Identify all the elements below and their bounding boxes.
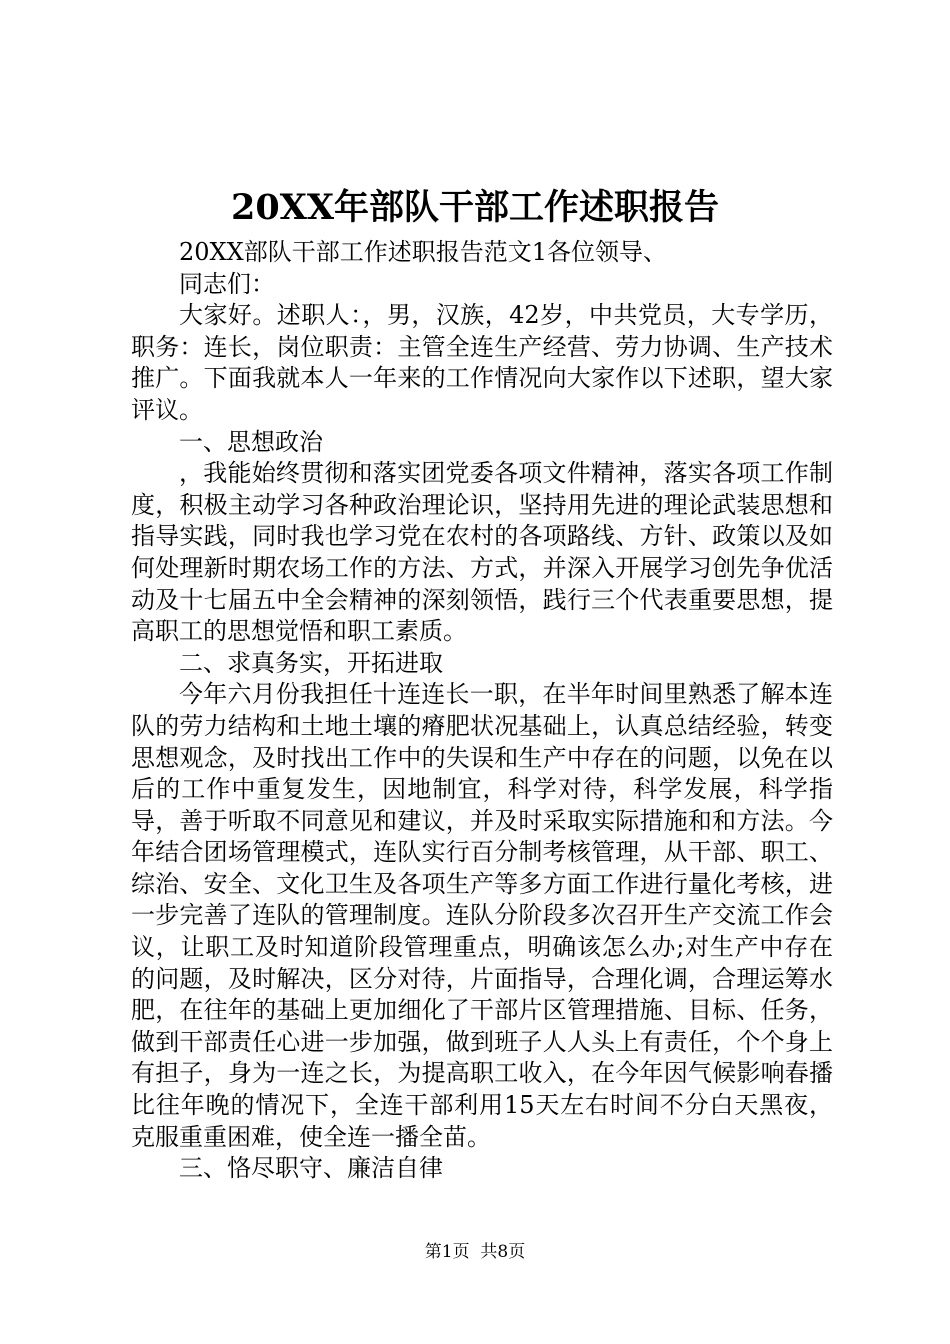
paragraph-opening: 20XX部队干部工作述职报告范文1各位领导、: [179, 238, 667, 266]
paragraph-section-1: ，我能始终贯彻和落实团党委各项文件精神，落实各项工作制度，积极主动学习各种政治理论识，坚持用先进的理论武装思想和指导实践，同时我也学习党在农村的各项路线、方针、政策以及如何处理新时期农场工作的方法、方式，并深入开展学习创先争优活动及十七届五中全会精神的深刻领悟，践行三个代表重要思想，提高职工的思想觉悟和职工素质。: [131, 459, 833, 646]
document-title: 20XX年部队干部工作述职报告: [230, 187, 720, 228]
paragraph-section-2: 今年六月份我担任十连连长一职，在半年时间里熟悉了解本连队的劳力结构和土地土壤的瘠肥状况基础上，认真总结经验，转变思想观念，及时找出工作中的失误和生产中存在的问题，以免在以后的工作中重复发生，因地制宜，科学对待，科学发展，科学指导，善于听取不同意见和建议，并及时采取实际措施和和方法。今年结合团场管理模式，连队实行百分制考核管理，从干部、职工、综治、安全、文化卫生及各项生产等多方面工作进行量化考核，进一步完善了连队的管理制度。连队分阶段多次召开生产交流工作会议，让职工及时知道阶段管理重点，明确该怎么办;对生产中存在的问题，及时解决，区分对待，片面指导，合理化调，合理运筹水肥，在往年的基础上更加细化了干部片区管理措施、目标、任务，做到干部责任心进一步加强，做到班子人人头上有责任，个个身上有担子，身为一连之长，为提高职工收入，在今年因气候影响春播比往年晚的情况下，全连干部利用15天左右时间不分白天黑夜，克服重重困难，使全连一播全苗。: [131, 680, 833, 1151]
page-number-footer: 第1页 共8页: [424, 1242, 526, 1262]
paragraph-introduction: 大家好。述职人：，男，汉族，42岁，中共党员，大专学历，职务：连长，岗位职责：主管全连生产经营、劳力协调、生产技术推广。下面我就本人一年来的工作情况向大家作以下述职，望大家评议。: [131, 301, 833, 424]
section-heading-3: 三、恪尽职守、廉洁自律: [179, 1154, 443, 1183]
document-body: [131, 237, 833, 1185]
section-heading-2: 二、求真务实，开拓进取: [179, 648, 443, 677]
paragraph-salutation: 同志们：: [179, 269, 275, 298]
section-heading-1: 一、思想政治: [179, 427, 323, 456]
